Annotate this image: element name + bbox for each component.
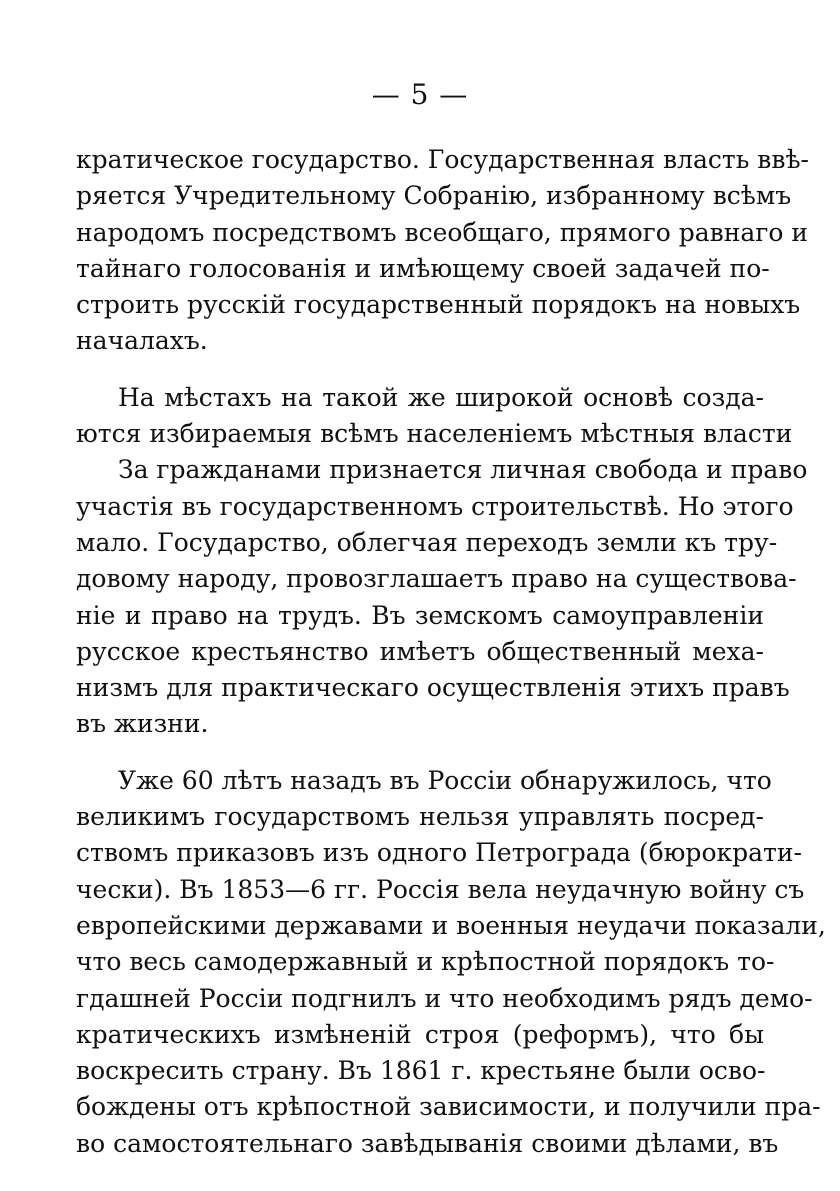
text-line: тайнаго голосованія и имѣющему своей задачей по- [76,253,770,283]
text-line: За гражданами признается личная свобода и право [118,455,808,485]
body-text [76,142,826,1162]
text-line: русское крестьянство имѣетъ общественный меха- [76,636,764,666]
text-line: бождены отъ крѣпостной зависимости, и получили пра- [76,1092,821,1122]
text-line: довому народу, провозглашаетъ право на существова- [76,564,797,594]
text-line: началахъ. [76,326,208,356]
text-line: низмъ для практическаго осуществленія этихъ правъ [76,673,790,703]
text-line: во самостоятельнаго завѣдыванія своими дѣлами, въ [76,1128,779,1158]
text-line: ряется Учредительному Собранію, избранному всѣмъ [76,181,792,211]
text-line: строить русскій государственный порядокъ на новыхъ [76,290,801,320]
text-line: кратическихъ измѣненій строя (реформъ), что бы [76,1019,764,1049]
text-line: ются избираемыя всѣмъ населеніемъ мѣстныя власти [76,419,793,449]
text-line: гдашней Россіи подгнилъ и что необходимъ рядъ демо- [76,983,813,1013]
text-line: что весь самодержавный и крѣпостной порядокъ то- [76,947,775,977]
text-line: На мѣстахъ на такой же широкой основѣ созда- [118,382,764,412]
text-line: народомъ посредствомъ всеобщаго, прямого равнаго и [76,217,809,247]
text-line: Уже 60 лѣтъ назадъ въ Россіи обнаружилось, что [118,765,772,795]
text-line: воскресить страну. Въ 1861 г. крестьяне были осво- [76,1056,766,1086]
text-line: великимъ государствомъ нельзя управлять посред- [76,802,764,832]
text-line: мало. Государство, облегчая переходъ земли къ тру- [76,527,778,557]
text-line: ніе и право на трудъ. Въ земскомъ самоуправленіи [76,600,764,630]
text-line: европейскими державами и военныя неудачи показали, [76,910,826,940]
text-line: въ жизни. [76,709,209,739]
text-line: кратическое государство. Государственная власть ввѣ- [76,145,809,174]
text-line: ствомъ приказовъ изъ одного Петрограда (бюрократи- [76,838,802,868]
page-number: — 5 — [371,78,469,111]
text-line: чески). Въ 1853—6 гг. Россія вела неудачную войну съ [76,874,805,904]
text-line: участія въ государственномъ строительствѣ. Но этого [76,491,794,521]
